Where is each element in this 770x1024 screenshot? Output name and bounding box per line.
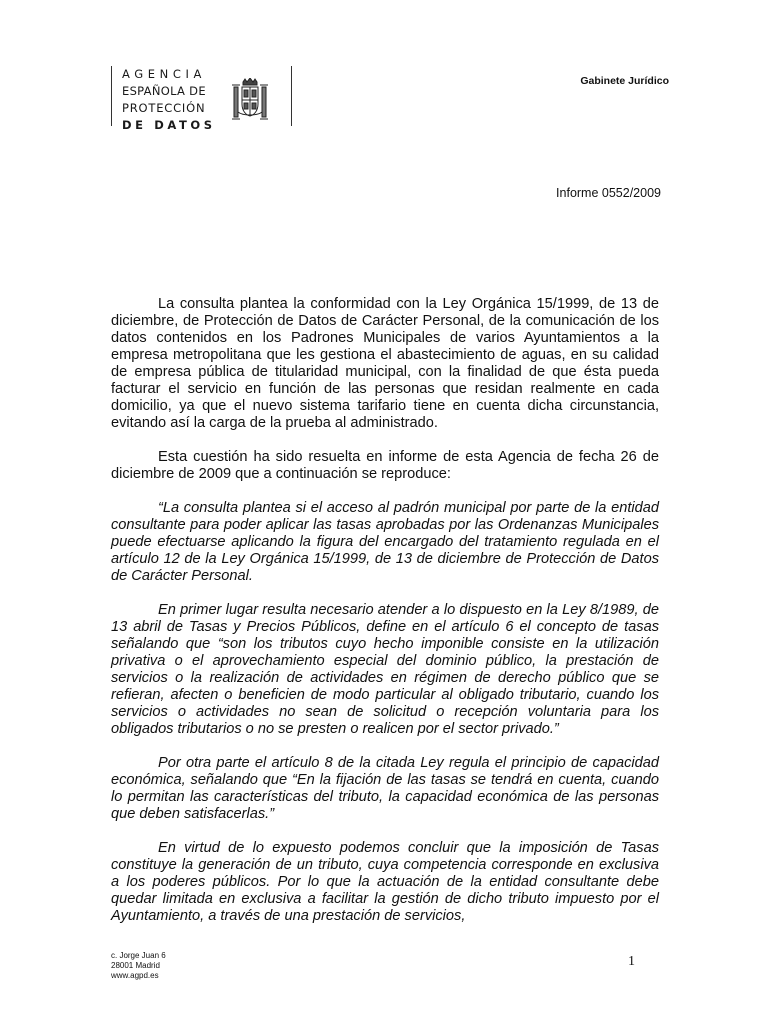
- quoted-paragraph: “La consulta plantea si el acceso al padrón municipal por parte de la entidad consultante para poder aplicar las tasas aprobadas por las Ordenanzas Municipales puede efectuarse aplicando la figura del encargado del tratamiento regulada en el artículo 12 de la Ley Orgánica 15/1999, de 13 de diciembre de Protección de Datos de Carácter Personal.: [111, 500, 659, 584]
- quoted-paragraph: En virtud de lo expuesto podemos concluir que la imposición de Tasas constituye la generación de un tributo, cuya competencia corresponde en exclusiva a los poderes públicos. Por lo que la actuación de la entidad consultante debe quedar limitada en exclusiva a facilitar la gestión de dicho tributo impuesto por el Ayuntamiento, a través de una prestación de servicios,: [111, 840, 659, 924]
- report-number: Informe 0552/2009: [556, 186, 661, 200]
- address-street: c. Jorge Juan 6: [111, 951, 166, 960]
- coat-of-arms-icon: [231, 78, 269, 124]
- document-body: [111, 296, 659, 942]
- department-label: Gabinete Jurídico: [580, 75, 669, 87]
- logo-line-4: DE DATOS: [122, 118, 216, 132]
- quoted-paragraph: En primer lugar resulta necesario atender a lo dispuesto en la Ley 8/1989, de 13 abril de Tasas y Precios Públicos, define en el artículo 6 el concepto de tasas señalando que “son los tributos cuyo hecho imponible consiste en la utilización privativa o el aprovechamiento especial del dominio público, la prestación de servicios o la realización de actividades en régimen de derecho público que se refieran, afecten o beneficien de modo particular al obligado tributario, cuando los servicios o actividades no sean de solicitud o recepción voluntaria para los obligados tributarios o no se presten o realicen por el sector privado.”: [111, 602, 659, 737]
- quoted-paragraph: Por otra parte el artículo 8 de la citada Ley regula el principio de capacidad económica, señalando que “En la fijación de las tasas se tendrá en cuenta, cuando lo permitan las características del tributo, la capacidad económica de las personas que deben satisfacerlas.”: [111, 755, 659, 822]
- page-number: 1: [628, 954, 635, 969]
- footer-address: [111, 951, 166, 981]
- address-city: 28001 Madrid: [111, 961, 160, 970]
- logo-divider-left: [111, 66, 112, 126]
- logo-line-1: AGENCIA: [122, 67, 206, 81]
- body-paragraph: La consulta plantea la conformidad con la Ley Orgánica 15/1999, de 13 de diciembre, de Protección de Datos de Carácter Personal, de la comunicación de los datos contenidos en los Padrones Municipales de varios Ayuntamientos a la empresa metropolitana que les gestiona el abastecimiento de aguas, en su calidad de empresa pública de titularidad municipal, con la finalidad de que ésta pueda facturar el servicio en función de las personas que residan realmente en cada domicilio, ya que el nuevo sistema tarifario tiene en cuenta dicha circunstancia, evitando así la carga de la prueba al administrado.: [111, 296, 659, 431]
- logo-line-2: ESPAÑOLA DE: [122, 84, 206, 98]
- logo-wordmark: [122, 66, 232, 134]
- logo-divider-right: [291, 66, 292, 126]
- address-website: www.agpd.es: [111, 971, 159, 980]
- logo-line-3: PROTECCIÓN: [122, 101, 206, 115]
- body-paragraph: Esta cuestión ha sido resuelta en informe de esta Agencia de fecha 26 de diciembre de 2009 que a continuación se reproduce:: [111, 449, 659, 482]
